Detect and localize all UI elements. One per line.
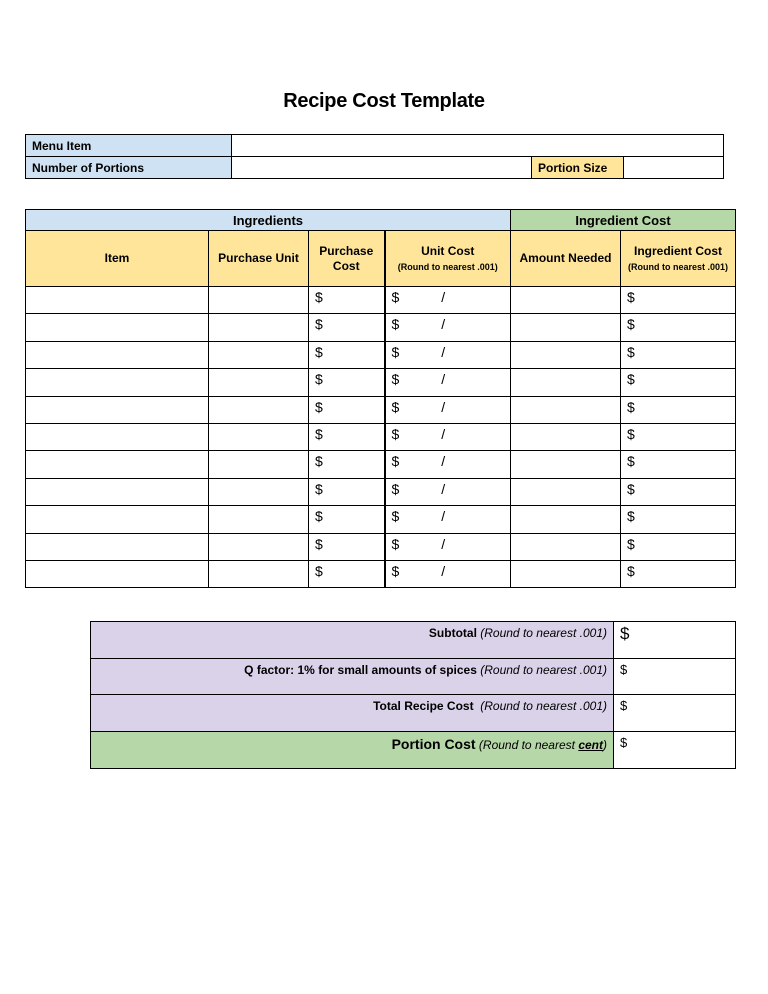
ingredient-cost-field[interactable] bbox=[621, 560, 736, 587]
ingredient-cost-dollar: $ bbox=[627, 453, 635, 470]
unit-cost-dollar: $ bbox=[391, 562, 400, 579]
ingredient-row bbox=[26, 314, 736, 341]
purchase-unit-field[interactable] bbox=[209, 560, 309, 587]
ingredient-row bbox=[26, 423, 736, 450]
ingredient-cost-note: (Round to nearest .001) bbox=[628, 261, 729, 272]
unit-cost-header-text: Unit Cost bbox=[421, 244, 475, 259]
purchase-cost-dollar: $ bbox=[315, 508, 323, 525]
purchase-unit-field[interactable] bbox=[209, 506, 309, 533]
unit-cost-field[interactable] bbox=[385, 369, 511, 396]
ingredient-cost-dollar: $ bbox=[627, 535, 635, 552]
ingredients-group-header: Ingredients bbox=[26, 210, 511, 231]
amount-needed-field[interactable] bbox=[511, 396, 621, 423]
unit-cost-slash: / bbox=[441, 289, 446, 305]
ingredient-cost-dollar: $ bbox=[627, 480, 635, 497]
unit-cost-field[interactable] bbox=[385, 533, 511, 560]
purchase-cost-dollar: $ bbox=[315, 398, 323, 415]
ingredient-cost-field[interactable] bbox=[621, 423, 736, 450]
purchase-cost-dollar: $ bbox=[315, 562, 323, 579]
purchase-cost-field[interactable] bbox=[309, 396, 385, 423]
unit-cost-dollar: $ bbox=[391, 398, 400, 415]
ingredient-cost-field[interactable] bbox=[621, 341, 736, 368]
unit-cost-slash: / bbox=[441, 453, 446, 470]
ingredient-row bbox=[26, 560, 736, 587]
ingredient-cost-field[interactable] bbox=[621, 506, 736, 533]
unit-cost-field[interactable] bbox=[385, 314, 511, 341]
portion-cost-row bbox=[91, 732, 736, 769]
ingredient-cost-field[interactable] bbox=[621, 369, 736, 396]
purchase-unit-field[interactable] bbox=[209, 533, 309, 560]
menu-item-row bbox=[26, 135, 724, 157]
menu-info-table bbox=[25, 134, 724, 179]
purchase-cost-dollar: $ bbox=[315, 480, 323, 497]
unit-cost-field[interactable] bbox=[385, 560, 511, 587]
unit-cost-field[interactable] bbox=[385, 341, 511, 368]
unit-cost-slash: / bbox=[441, 398, 446, 415]
portion-cost-dollar: $ bbox=[620, 735, 628, 751]
portion-size-field[interactable] bbox=[624, 157, 724, 179]
amount-needed-field[interactable] bbox=[511, 478, 621, 505]
unit-cost-header bbox=[385, 231, 511, 287]
ingredient-cost-field[interactable] bbox=[621, 396, 736, 423]
subtotal-note: (Round to nearest .001) bbox=[480, 626, 607, 640]
subtotal-row bbox=[91, 622, 736, 659]
ingredient-cost-dollar: $ bbox=[627, 371, 635, 388]
purchase-cost-dollar: $ bbox=[315, 535, 323, 552]
total-recipe-cost-row bbox=[91, 695, 736, 732]
portion-cost-note-pre: (Round to nearest bbox=[478, 738, 579, 753]
purchase-cost-field[interactable] bbox=[309, 478, 385, 505]
menu-item-field[interactable] bbox=[232, 135, 724, 157]
qfactor-row bbox=[91, 658, 736, 695]
purchase-cost-field[interactable] bbox=[309, 560, 385, 587]
amount-needed-field[interactable] bbox=[511, 314, 621, 341]
portion-size-label: Portion Size bbox=[532, 157, 624, 179]
purchase-unit-field[interactable] bbox=[209, 341, 309, 368]
ingredient-row bbox=[26, 451, 736, 478]
unit-cost-dollar: $ bbox=[391, 425, 400, 442]
subtotal-label-text: Subtotal bbox=[428, 626, 477, 640]
unit-cost-dollar: $ bbox=[391, 289, 400, 305]
item-field[interactable] bbox=[26, 560, 209, 587]
purchase-cost-dollar: $ bbox=[315, 316, 323, 333]
amount-needed-field[interactable] bbox=[511, 423, 621, 450]
qfactor-dollar: $ bbox=[620, 661, 628, 677]
ingredient-cost-dollar: $ bbox=[627, 562, 635, 579]
number-of-portions-label: Number of Portions bbox=[26, 157, 232, 179]
purchase-cost-field[interactable] bbox=[309, 314, 385, 341]
ingredient-cost-dollar: $ bbox=[627, 289, 635, 305]
ingredient-cost-field[interactable] bbox=[621, 314, 736, 341]
purchase-cost-header-text: Purchase Cost bbox=[319, 244, 374, 273]
unit-cost-slash: / bbox=[441, 480, 446, 497]
amount-needed-field[interactable] bbox=[511, 560, 621, 587]
qfactor-label-text: Q factor: 1% for small amounts of spices bbox=[244, 662, 477, 677]
ingredient-cost-dollar: $ bbox=[627, 508, 635, 525]
ingredient-row bbox=[26, 396, 736, 423]
portions-row bbox=[26, 157, 724, 179]
unit-cost-dollar: $ bbox=[391, 535, 400, 552]
total-recipe-cost-field[interactable] bbox=[614, 695, 736, 732]
item-field[interactable] bbox=[26, 478, 209, 505]
ingredient-row bbox=[26, 506, 736, 533]
portion-cost-field[interactable] bbox=[614, 732, 736, 769]
item-field[interactable] bbox=[26, 396, 209, 423]
ingredient-row bbox=[26, 369, 736, 396]
purchase-unit-header-text: Purchase Unit bbox=[218, 251, 299, 266]
unit-cost-dollar: $ bbox=[391, 371, 400, 388]
totals-table bbox=[90, 621, 736, 769]
item-header bbox=[26, 231, 209, 287]
unit-cost-slash: / bbox=[441, 371, 446, 388]
amount-needed-field[interactable] bbox=[511, 506, 621, 533]
amount-needed-field[interactable] bbox=[511, 341, 621, 368]
purchase-unit-field[interactable] bbox=[209, 287, 309, 314]
unit-cost-field[interactable] bbox=[385, 506, 511, 533]
unit-cost-field[interactable] bbox=[385, 478, 511, 505]
item-field[interactable] bbox=[26, 314, 209, 341]
page-title: Recipe Cost Template bbox=[283, 90, 485, 112]
qfactor-label bbox=[91, 658, 614, 695]
unit-cost-slash: / bbox=[441, 508, 446, 525]
item-field[interactable] bbox=[26, 341, 209, 368]
item-field[interactable] bbox=[26, 287, 209, 314]
unit-cost-dollar: $ bbox=[391, 508, 400, 525]
ingredient-cost-dollar: $ bbox=[627, 398, 635, 415]
subtotal-dollar: $ bbox=[620, 624, 630, 643]
purchase-unit-field[interactable] bbox=[209, 423, 309, 450]
purchase-cost-header bbox=[309, 231, 385, 287]
ingredient-cost-field[interactable] bbox=[621, 533, 736, 560]
total-recipe-cost-note: (Round to nearest .001) bbox=[480, 699, 607, 714]
purchase-cost-dollar: $ bbox=[315, 343, 323, 360]
purchase-cost-dollar: $ bbox=[315, 425, 323, 442]
ingredient-cost-field[interactable] bbox=[621, 478, 736, 505]
amount-needed-field[interactable] bbox=[511, 533, 621, 560]
purchase-cost-field[interactable] bbox=[309, 287, 385, 314]
purchase-cost-field[interactable] bbox=[309, 451, 385, 478]
purchase-unit-field[interactable] bbox=[209, 369, 309, 396]
purchase-cost-field[interactable] bbox=[309, 533, 385, 560]
ingredient-cost-dollar: $ bbox=[627, 343, 635, 360]
unit-cost-slash: / bbox=[441, 425, 446, 442]
item-field[interactable] bbox=[26, 369, 209, 396]
purchase-cost-dollar: $ bbox=[315, 453, 323, 470]
purchase-cost-field[interactable] bbox=[309, 341, 385, 368]
menu-item-label: Menu Item bbox=[26, 135, 232, 157]
purchase-unit-field[interactable] bbox=[209, 396, 309, 423]
ingredient-cost-header bbox=[621, 231, 736, 287]
purchase-cost-field[interactable] bbox=[309, 369, 385, 396]
unit-cost-dollar: $ bbox=[391, 453, 400, 470]
unit-cost-dollar: $ bbox=[391, 480, 400, 497]
ingredients-table bbox=[25, 209, 736, 588]
ingredient-row bbox=[26, 533, 736, 560]
purchase-cost-field[interactable] bbox=[309, 423, 385, 450]
ingredient-cost-field[interactable] bbox=[621, 451, 736, 478]
unit-cost-slash: / bbox=[441, 562, 446, 579]
amount-needed-header-text: Amount Needed bbox=[519, 251, 612, 266]
ingredient-cost-group-header: Ingredient Cost bbox=[511, 210, 736, 231]
item-field[interactable] bbox=[26, 423, 209, 450]
amount-needed-field[interactable] bbox=[511, 287, 621, 314]
column-header-row bbox=[26, 231, 736, 287]
item-field[interactable] bbox=[26, 533, 209, 560]
ingredient-cost-field[interactable] bbox=[621, 287, 736, 314]
amount-needed-field[interactable] bbox=[511, 369, 621, 396]
item-header-text: Item bbox=[104, 251, 130, 266]
unit-cost-note: (Round to nearest .001) bbox=[397, 261, 498, 272]
unit-cost-dollar: $ bbox=[391, 343, 400, 360]
purchase-unit-field[interactable] bbox=[209, 478, 309, 505]
ingredient-cost-header-text: Ingredient Cost bbox=[634, 244, 723, 259]
unit-cost-slash: / bbox=[441, 535, 446, 552]
portion-cost-note-emph: cent bbox=[578, 738, 603, 753]
ingredient-cost-dollar: $ bbox=[627, 316, 635, 333]
qfactor-field[interactable] bbox=[614, 658, 736, 695]
item-field[interactable] bbox=[26, 451, 209, 478]
total-recipe-cost-dollar: $ bbox=[620, 698, 628, 714]
total-recipe-cost-label-text: Total Recipe Cost bbox=[373, 699, 474, 714]
purchase-unit-field[interactable] bbox=[209, 451, 309, 478]
unit-cost-slash: / bbox=[441, 343, 446, 360]
purchase-cost-field[interactable] bbox=[309, 506, 385, 533]
qfactor-note: (Round to nearest .001) bbox=[480, 662, 607, 677]
purchase-unit-field[interactable] bbox=[209, 314, 309, 341]
portion-cost-label-text: Portion Cost bbox=[391, 736, 476, 753]
purchase-unit-header bbox=[209, 231, 309, 287]
ingredient-row bbox=[26, 341, 736, 368]
unit-cost-field[interactable] bbox=[385, 423, 511, 450]
purchase-cost-dollar: $ bbox=[315, 371, 323, 388]
item-field[interactable] bbox=[26, 506, 209, 533]
amount-needed-field[interactable] bbox=[511, 451, 621, 478]
unit-cost-slash: / bbox=[441, 316, 446, 333]
amount-needed-header bbox=[511, 231, 621, 287]
portion-cost-note-post: ) bbox=[603, 738, 607, 753]
unit-cost-dollar: $ bbox=[391, 316, 400, 333]
number-of-portions-field[interactable] bbox=[232, 157, 532, 179]
portion-cost-label bbox=[91, 732, 614, 769]
ingredient-row bbox=[26, 478, 736, 505]
group-header-row bbox=[26, 210, 736, 231]
ingredient-rows bbox=[26, 287, 736, 588]
unit-cost-field[interactable] bbox=[385, 287, 511, 314]
unit-cost-field[interactable] bbox=[385, 396, 511, 423]
total-recipe-cost-label bbox=[91, 695, 614, 732]
purchase-cost-dollar: $ bbox=[315, 289, 323, 305]
subtotal-field[interactable] bbox=[614, 622, 736, 659]
unit-cost-field[interactable] bbox=[385, 451, 511, 478]
ingredient-row bbox=[26, 287, 736, 314]
ingredient-cost-dollar: $ bbox=[627, 425, 635, 442]
subtotal-label bbox=[91, 622, 614, 659]
